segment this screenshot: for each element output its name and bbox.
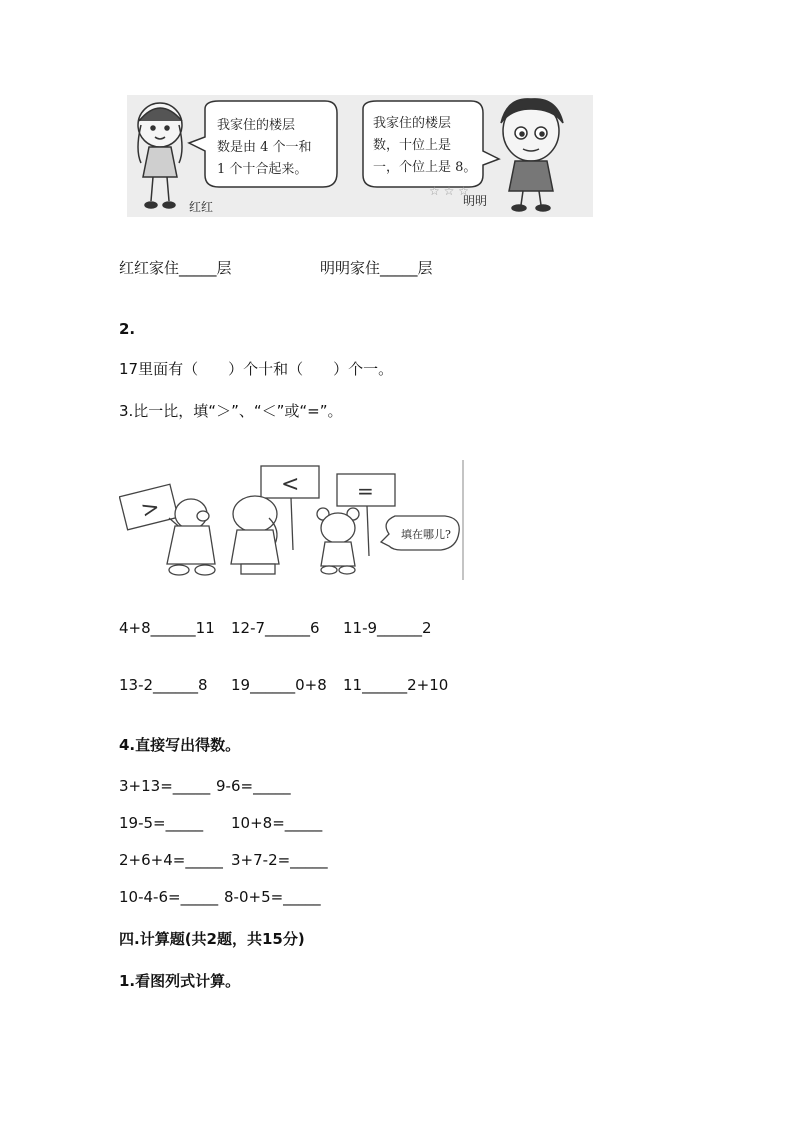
bubble-left-line-2: 数是由 4 个一和 [217,140,312,155]
figure-animals-with-signs [119,460,465,580]
compare-1-1: 4+8______11 [119,619,215,637]
compare-2-1: 13-2______8 [119,676,208,694]
calc-4-2: 8-0+5=_____ [224,888,321,906]
bubble-right-line-3: 一，个位上是 8。 [373,160,477,175]
calc-2-2: 10+8=_____ [231,814,323,832]
bubble-right-line-1: 我家住的楼层 [373,116,452,131]
answer-line-mingming: 明明家住_____层 [320,259,433,277]
question-2-text: 17里面有（ ）个十和（ ）个一。 [119,360,394,378]
sign-equal: = [357,479,374,503]
sign-less-than: < [281,472,300,497]
calc-2-1: 19-5=_____ [119,814,204,832]
calc-3-2: 3+7-2=_____ [231,851,328,869]
compare-1-2: 12-7______6 [231,619,320,637]
calc-1-2: 9-6=_____ [216,777,291,795]
calc-1-1: 3+13=_____ [119,777,211,795]
compare-2-3: 11______2+10 [343,676,449,694]
question-calc-1-title: 1.看图列式计算。 [119,972,241,990]
question-4-title: 4.直接写出得数。 [119,736,241,754]
calc-4-1: 10-4-6=_____ [119,888,219,906]
bubble-right-line-2: 数，十位上是 [373,138,452,153]
figure-children-floor-question [127,95,593,217]
bubble-left-line-3: 1 个十合起来。 [217,162,308,177]
calc-3-1: 2+6+4=_____ [119,851,223,869]
question-2-number: 2. [119,320,136,338]
question-3-title: 3.比一比，填“＞”、“＜”或“=”。 [119,402,343,420]
sign-greater-than: > [138,494,163,524]
bubble-where-text: 填在哪儿? [401,528,451,541]
compare-1-3: 11-9______2 [343,619,432,637]
star-decoration-icon: ☆ ☆ ☆ [429,184,469,198]
caption-name-left: 红红 [189,200,214,214]
section-4-title: 四.计算题(共2题，共15分) [119,930,305,948]
elephant-illustration [231,496,279,574]
bubble-left-line-1: 我家住的楼层 [217,118,296,133]
compare-2-2: 19______0+8 [231,676,327,694]
caption-name-right: 明明 [463,194,488,208]
answer-line-honghong: 红红家住_____层 [119,259,232,277]
